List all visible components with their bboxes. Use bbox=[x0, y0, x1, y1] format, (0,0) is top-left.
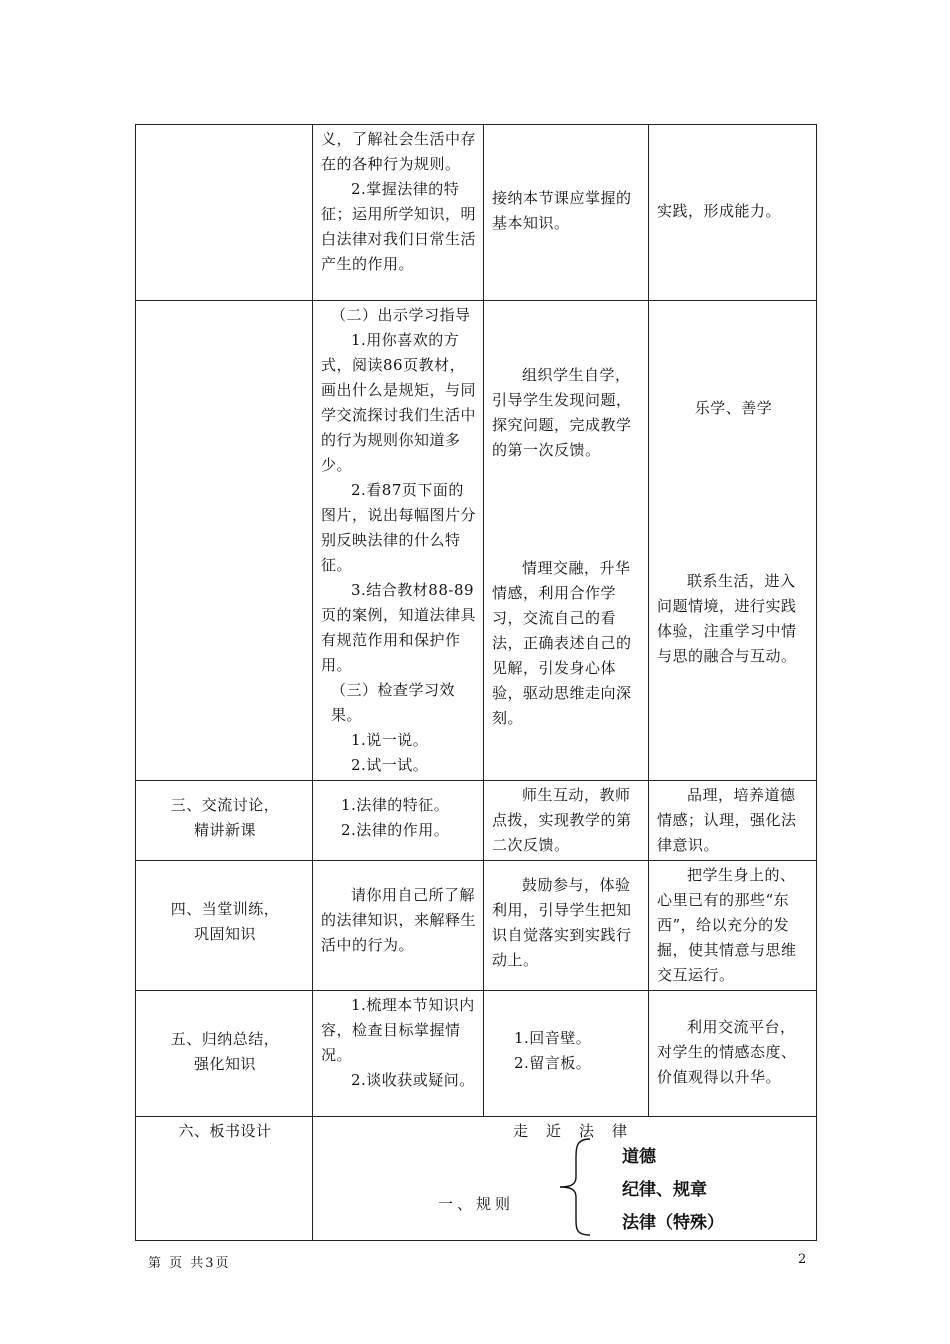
table-row bbox=[136, 125, 817, 301]
page-footer-left: 第 页 共3页 bbox=[148, 1256, 231, 1271]
teacher-cell bbox=[484, 125, 649, 301]
table-row bbox=[136, 1117, 817, 1241]
activity-cell bbox=[313, 861, 484, 991]
teacher-cell bbox=[484, 991, 649, 1117]
intent-cell bbox=[649, 991, 817, 1117]
teacher-cell bbox=[484, 781, 649, 861]
board-item: 法律（特殊） bbox=[622, 1213, 724, 1233]
stage-cell bbox=[136, 1117, 313, 1241]
teacher-text: 2.留言板。 bbox=[514, 1054, 592, 1072]
teacher-text: 鼓励参与，体验利用，引导学生把知识自觉落实到实践行动上。 bbox=[492, 876, 632, 969]
intent-cell bbox=[649, 301, 817, 781]
activity-text: 2.试一试。 bbox=[351, 756, 429, 774]
curly-brace-icon bbox=[558, 1137, 592, 1237]
board-item: 道德 bbox=[622, 1147, 656, 1167]
table-row bbox=[136, 781, 817, 861]
teacher-cell bbox=[484, 861, 649, 991]
activity-text: 义，了解社会生活中存在的各种行为规则。 bbox=[321, 130, 477, 173]
intent-text: 乐学、善学 bbox=[694, 399, 773, 417]
teacher-text: 情理交融，升华情感，利用合作学习，交流自己的看法，正确表述自己的见解，引发身心体验，驱动思维走向深刻。 bbox=[492, 559, 632, 727]
intent-cell bbox=[649, 861, 817, 991]
stage-cell bbox=[136, 301, 313, 781]
activity-text: 1.用你喜欢的方式，阅读86页教材，画出什么是规矩，与同学交流探讨我们生活中的行为规则你知道多少。 bbox=[321, 331, 477, 474]
teacher-text: 师生互动，教师点拨，实现教学的第二次反馈。 bbox=[492, 786, 632, 854]
activity-text: 1.说一说。 bbox=[351, 731, 429, 749]
activity-text: 2.法律的作用。 bbox=[341, 821, 450, 839]
activity-text: （三）检查学习效果。 bbox=[331, 681, 456, 724]
activity-text: 1.法律的特征。 bbox=[341, 796, 450, 814]
intent-text: 联系生活，进入问题情境，进行实践体验，注重学习中情与思的融合与互动。 bbox=[657, 572, 797, 665]
board-item: 纪律、规章 bbox=[622, 1180, 707, 1200]
activity-text: 请你用自己所了解的法律知识，来解释生活中的行为。 bbox=[321, 886, 477, 954]
activity-text: 2.谈收获或疑问。 bbox=[351, 1071, 475, 1089]
teacher-text: 1.回音壁。 bbox=[514, 1029, 592, 1047]
stage-label: 六、板书设计 bbox=[178, 1122, 272, 1140]
activity-text: 1.梳理本节知识内容，检查目标掌握情况。 bbox=[321, 996, 475, 1064]
intent-text: 实践，形成能力。 bbox=[657, 202, 782, 220]
stage-label: 四、当堂训练， 巩固知识 bbox=[170, 900, 280, 943]
teacher-text: 组织学生自学，引导学生发现问题，探究问题，完成教学的第一次反馈。 bbox=[492, 366, 632, 459]
board-items bbox=[622, 1141, 724, 1240]
page-number: 2 bbox=[798, 1252, 807, 1267]
activity-text: 2.看87页下面的图片，说出每幅图片分别反映法律的什么特征。 bbox=[321, 481, 477, 574]
intent-cell bbox=[649, 125, 817, 301]
table-row bbox=[136, 991, 817, 1117]
intent-text: 品理，培养道德情感；认理，强化法律意识。 bbox=[657, 786, 797, 854]
stage-cell bbox=[136, 991, 313, 1117]
board-left-label: 一、规则 bbox=[438, 1195, 515, 1213]
table-row bbox=[136, 301, 817, 781]
intent-text: 利用交流平台，对学生的情感态度、价值观得以升华。 bbox=[657, 1018, 797, 1086]
activity-cell bbox=[313, 125, 484, 301]
board-design bbox=[313, 1117, 816, 1238]
stage-cell bbox=[136, 125, 313, 301]
teacher-cell bbox=[484, 301, 649, 781]
intent-cell bbox=[649, 781, 817, 861]
activity-cell bbox=[313, 301, 484, 781]
activity-text: （二）出示学习指导 bbox=[331, 306, 471, 324]
lesson-plan-table bbox=[135, 124, 817, 1241]
stage-label: 五、归纳总结， 强化知识 bbox=[170, 1030, 280, 1073]
stage-label: 三、交流讨论， 精讲新课 bbox=[170, 796, 280, 839]
stage-cell bbox=[136, 861, 313, 991]
activity-cell bbox=[313, 991, 484, 1117]
activity-cell bbox=[313, 781, 484, 861]
stage-cell bbox=[136, 781, 313, 861]
activity-text: 2.掌握法律的特征；运用所学知识，明白法律对我们日常生活产生的作用。 bbox=[321, 180, 477, 273]
table-row bbox=[136, 861, 817, 991]
activity-text: 3.结合教材88-89页的案例，知道法律具有规范作用和保护作用。 bbox=[321, 581, 477, 674]
intent-text: 把学生身上的、心里已有的那些“东西”，给以充分的发掘，使其情意与思维交互运行。 bbox=[657, 866, 797, 984]
board-title: 走近法律 bbox=[513, 1122, 646, 1140]
board-cell bbox=[313, 1117, 817, 1241]
teacher-text: 接纳本节课应掌握的基本知识。 bbox=[492, 189, 632, 232]
